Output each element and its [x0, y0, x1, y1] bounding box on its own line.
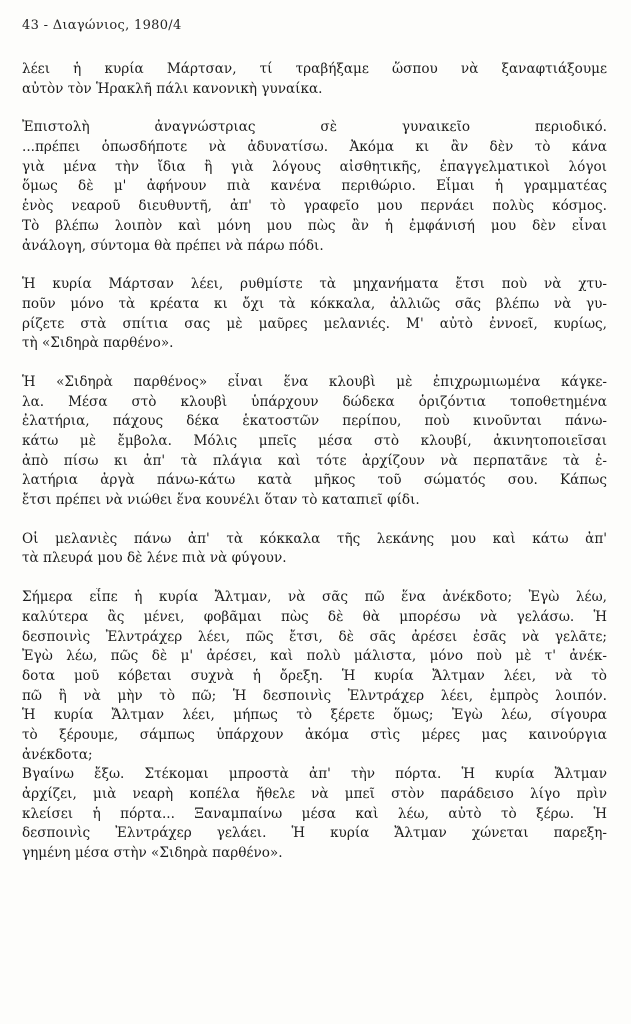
paragraph-gap: [22, 354, 607, 373]
text-line: Ἡ κυρία Μάρτσαν λέει, ρυθμίστε τὰ μηχανήματα ἔτσι ποὺ νὰ χτυ-: [22, 276, 607, 293]
text-line: Ἐπιστολὴ ἀναγνώστριας σὲ γυναικεῖο περιοδικό.: [22, 119, 607, 136]
text-line: Τὸ βλέπω λοιπὸν καὶ μόνη μου πὼς ἂν ἡ ἐμφάνισή μου δὲν εἶναι: [22, 217, 607, 234]
text-line: Ἐγὼ λέω, πῶς δὲ μ' ἀρέσει, καὶ πολὺ μάλιστα, μόνο ποὺ μὲ τ' ἀνέκ-: [22, 648, 607, 665]
text-line: ἀρχίζει, μιὰ νεαρὴ κοπέλα ἤθελε νὰ μπεῖ στὸν παράδεισο λίγο πρὶν: [22, 786, 607, 802]
paragraph: [22, 60, 607, 99]
paragraph-gap: [22, 569, 607, 588]
text-line: Ἡ «Σιδηρὰ παρθένος» εἶναι ἕνα κλουβὶ μὲ ἐπιχρωμιωμένα κάγκε-: [22, 373, 607, 390]
text-line: ἀνάλογη, σύντομα θὰ πρέπει νὰ πάρω πόδι.: [22, 237, 324, 254]
text-line: κλείσει ἡ πόρτα... Ξαναμπαίνω μέσα καὶ λέω, αὐτὸ τὸ ξέρω. Ἡ: [22, 805, 607, 822]
text-line: πῶ ἢ νὰ μὴν τὸ πῶ; Ἡ δεσποινὶς Ἐλντράχερ λέει, ἐμπρὸς λοιπόν.: [22, 687, 607, 704]
text-line: ἐλατήρια, πάχους δέκα ἑκατοστῶν περίπου, ποὺ κινοῦνται πάνω-: [22, 413, 607, 430]
text-line: λα. Μέσα στὸ κλουβὶ ὑπάρχουν δώδεκα ὁριζόντια τοποθετημένα: [22, 393, 607, 410]
text-line: τὰ πλευρά μου δὲ λένε πιὰ νὰ φύγουν.: [22, 550, 287, 567]
paragraph: [22, 530, 607, 569]
paragraph: [22, 588, 607, 864]
text-line: γημένη μέσα στὴν «Σιδηρὰ παρθένο».: [22, 845, 283, 862]
text-line: ἀπὸ πίσω κι ἀπ' τὰ πλάγια καὶ τότε ἀρχίζουν νὰ περπατᾶνε τὰ ἐ-: [22, 452, 607, 469]
text-line: δεσποινὶς Ἐλντράχερ λέει, πῶς ἔτσι, δὲ σᾶς ἀρέσει ἐσᾶς νὰ γελᾶτε;: [22, 628, 607, 645]
text-line: ...πρέπει ὁπωσδήποτε νὰ ἀδυνατίσω. Ἀκόμα κι ἂν δὲν τὸ κάνα: [22, 139, 607, 156]
text-line: ποῦν μόνο τὰ κρέατα κι ὄχι τὰ κόκκαλα, ἀλλιῶς σᾶς βλέπω νὰ γυ-: [22, 295, 607, 312]
text-line: αὐτὸν τὸν Ἡρακλῆ πάλι κανονικὴ γυναίκα.: [22, 80, 323, 97]
paragraph: [22, 275, 607, 354]
text-line: δοτα μοῦ κόβεται συχνὰ ἡ ὄρεξη. Ἡ κυρία Ἄλτμαν λέει, νὰ τὸ: [22, 667, 607, 684]
text-line: ὅμως δὲ μ' ἀφήνουν πιὰ κανένα περιθώριο. Εἶμαι ἡ γραμματέας: [22, 178, 607, 195]
page-header: 43 - Διαγώνιος, 1980/4: [22, 18, 182, 33]
text-line: Σήμερα εἶπε ἡ κυρία Ἄλτμαν, νὰ σᾶς πῶ ἕνα ἀνέκδοτο; Ἐγὼ λέω,: [22, 589, 607, 606]
text-line: Βγαίνω ἔξω. Στέκομαι μπροστὰ ἀπ' τὴν πόρτα. Ἡ κυρία Ἄλτμαν: [22, 766, 607, 783]
text-line: ἀνέκδοτα;: [22, 746, 93, 763]
text-line: Ἡ κυρία Ἄλτμαν λέει, μήπως τὸ ξέρετε ὅμως; Ἐγὼ λέω, σίγουρα: [22, 707, 607, 724]
paragraph: [22, 118, 607, 256]
text-line: ἔτσι πρέπει νὰ νιώθει ἕνα κουνέλι ὅταν τὸ καταπιεῖ φίδι.: [22, 492, 420, 509]
text-line: Οἱ μελανιὲς πάνω ἀπ' τὰ κόκκαλα τῆς λεκάνης μου καὶ κάτω ἀπ': [22, 530, 607, 547]
paragraph-gap: [22, 99, 607, 118]
text-line: κάτω μὲ ἔμβολα. Μόλις μπεῖς μέσα στὸ κλουβί, ἀκινητοποιεῖσαι: [22, 433, 607, 449]
body-text: [22, 60, 607, 864]
paragraph-gap: [22, 256, 607, 275]
text-line: τὴ «Σιδηρὰ παρθένο».: [22, 335, 174, 352]
paragraph-gap: [22, 511, 607, 530]
text-line: λέει ἡ κυρία Μάρτσαν, τί τραβήξαμε ὥσπου νὰ ξαναφτιάξουμε: [22, 61, 607, 77]
text-line: τὸ ξέρουμε, σάμπως ὑπάρχουν ἀκόμα στὶς μέρες μας καινούργια: [22, 726, 607, 743]
text-line: καλύτερα ἂς μένει, φοβᾶμαι πὼς δὲ θὰ μπορέσω νὰ γελάσω. Ἡ: [22, 608, 607, 625]
text-line: δεσποινὶς Ἐλντράχερ γελάει. Ἡ κυρία Ἄλτμαν χώνεται παρεξη-: [22, 825, 607, 842]
text-line: ρίζετε στὰ σπίτια σας μὲ μαῦρες μελανιές. Μ' αὐτὸ ἐννοεῖ, κυρίως,: [22, 315, 607, 332]
text-line: ἑνὸς νεαροῦ διευθυντῆ, ἀπ' τὸ γραφεῖο μου περνάει πολὺς κόσμος.: [22, 198, 607, 215]
text-line: γιὰ μένα τὴν ἴδια ἢ γιὰ λόγους αἰσθητικῆς, ἐπαγγελματικοὶ λόγοι: [22, 158, 607, 175]
paragraph: [22, 373, 607, 511]
text-line: λατήρια ἀργὰ πάνω-κάτω κατὰ μῆκος τοῦ σώματός σου. Κάπως: [22, 472, 607, 489]
